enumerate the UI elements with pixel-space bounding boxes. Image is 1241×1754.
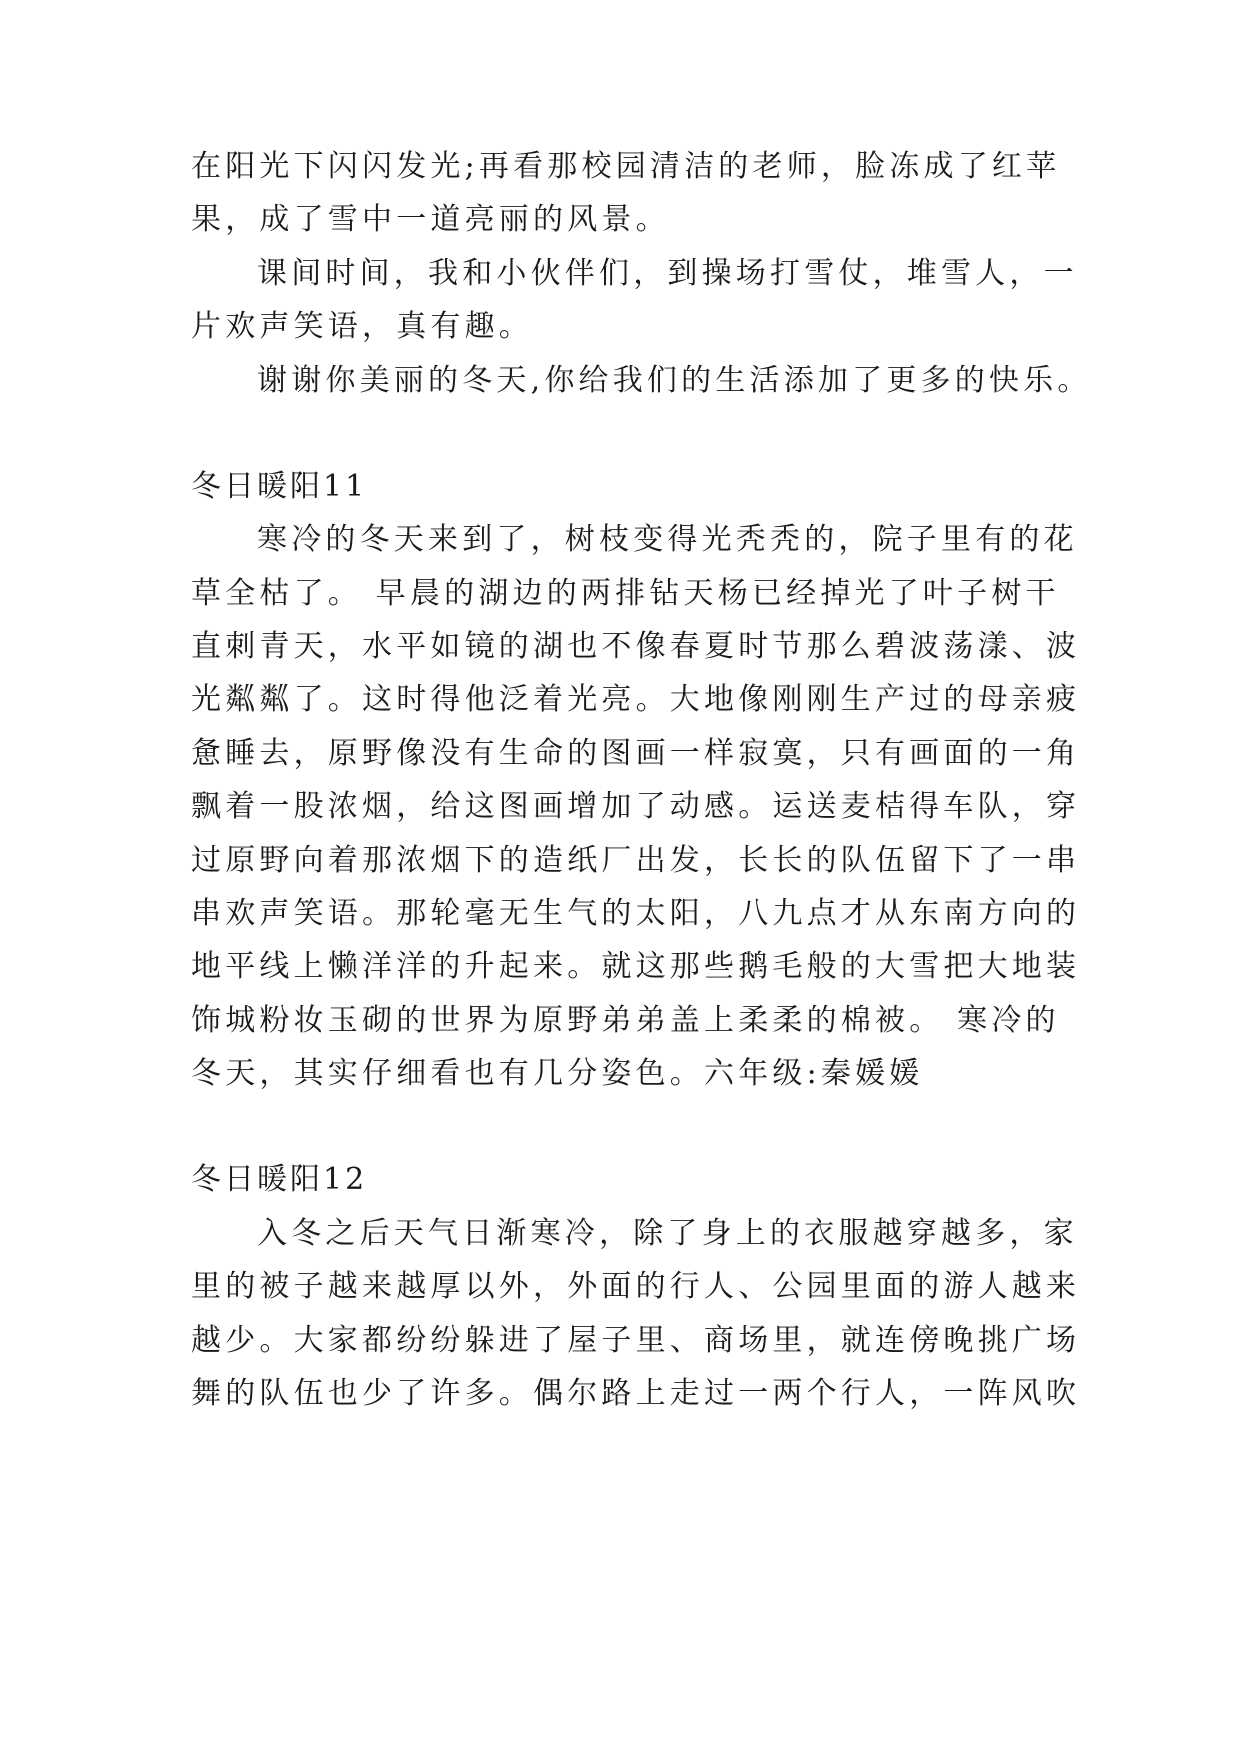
paragraph-line: 饰城粉妆玉砌的世界为原野弟弟盖上柔柔的棉被。 寒冷的 [191,1003,1060,1038]
paragraph-line: 飘着一股浓烟，给这图画增加了动感。运送麦桔得车队，穿 [191,789,1081,824]
paragraph-line: 入冬之后天气日渐寒冷，除了身上的衣服越穿越多，家 [257,1216,1078,1251]
paragraph-line: 地平线上懒洋洋的升起来。就这那些鹅毛般的大雪把大地装 [191,949,1081,984]
paragraph-line: 里的被子越来越厚以外，外面的行人、公园里面的游人越来 [191,1269,1081,1304]
paragraph-line: 在阳光下闪闪发光;再看那校园清洁的老师，脸冻成了红苹 [191,149,1061,184]
paragraph-line: 草全枯了。 早晨的湖边的两排钻天杨已经掉光了叶子树干 [191,576,1060,611]
paragraph-line: 惫睡去，原野像没有生命的图画一样寂寞，只有画面的一角 [191,736,1081,771]
paragraph-line: 寒冷的冬天来到了，树枝变得光秃秃的，院子里有的花 [257,522,1078,557]
paragraph-line: 过原野向着那浓烟下的造纸厂出发，长长的队伍留下了一串 [191,843,1081,878]
paragraph-line: 课间时间，我和小伙伴们，到操场打雪仗，堆雪人，一 [257,256,1078,291]
paragraph-line: 越少。大家都纷纷躲进了屋子里、商场里，就连傍晚挑广场 [191,1323,1081,1358]
section-title: 冬日暖阳12 [191,1162,368,1197]
paragraph-line: 果，成了雪中一道亮丽的风景。 [191,202,670,237]
paragraph-line: 谢谢你美丽的冬天,你给我们的生活添加了更多的快乐。 [257,363,1092,398]
paragraph-line: 冬天，其实仔细看也有几分姿色。六年级:秦媛媛 [191,1056,924,1091]
section-title: 冬日暖阳11 [191,469,368,504]
paragraph-line: 光粼粼了。这时得他泛着光亮。大地像刚刚生产过的母亲疲 [191,682,1081,717]
paragraph-line: 片欢声笑语，真有趣。 [191,309,533,344]
paragraph-line: 直刺青天，水平如镜的湖也不像春夏时节那么碧波荡漾、波 [191,629,1081,664]
paragraph-line: 舞的队伍也少了许多。偶尔路上走过一两个行人，一阵风吹 [191,1376,1081,1411]
paragraph-line: 串欢声笑语。那轮毫无生气的太阳，八九点才从东南方向的 [191,896,1081,931]
